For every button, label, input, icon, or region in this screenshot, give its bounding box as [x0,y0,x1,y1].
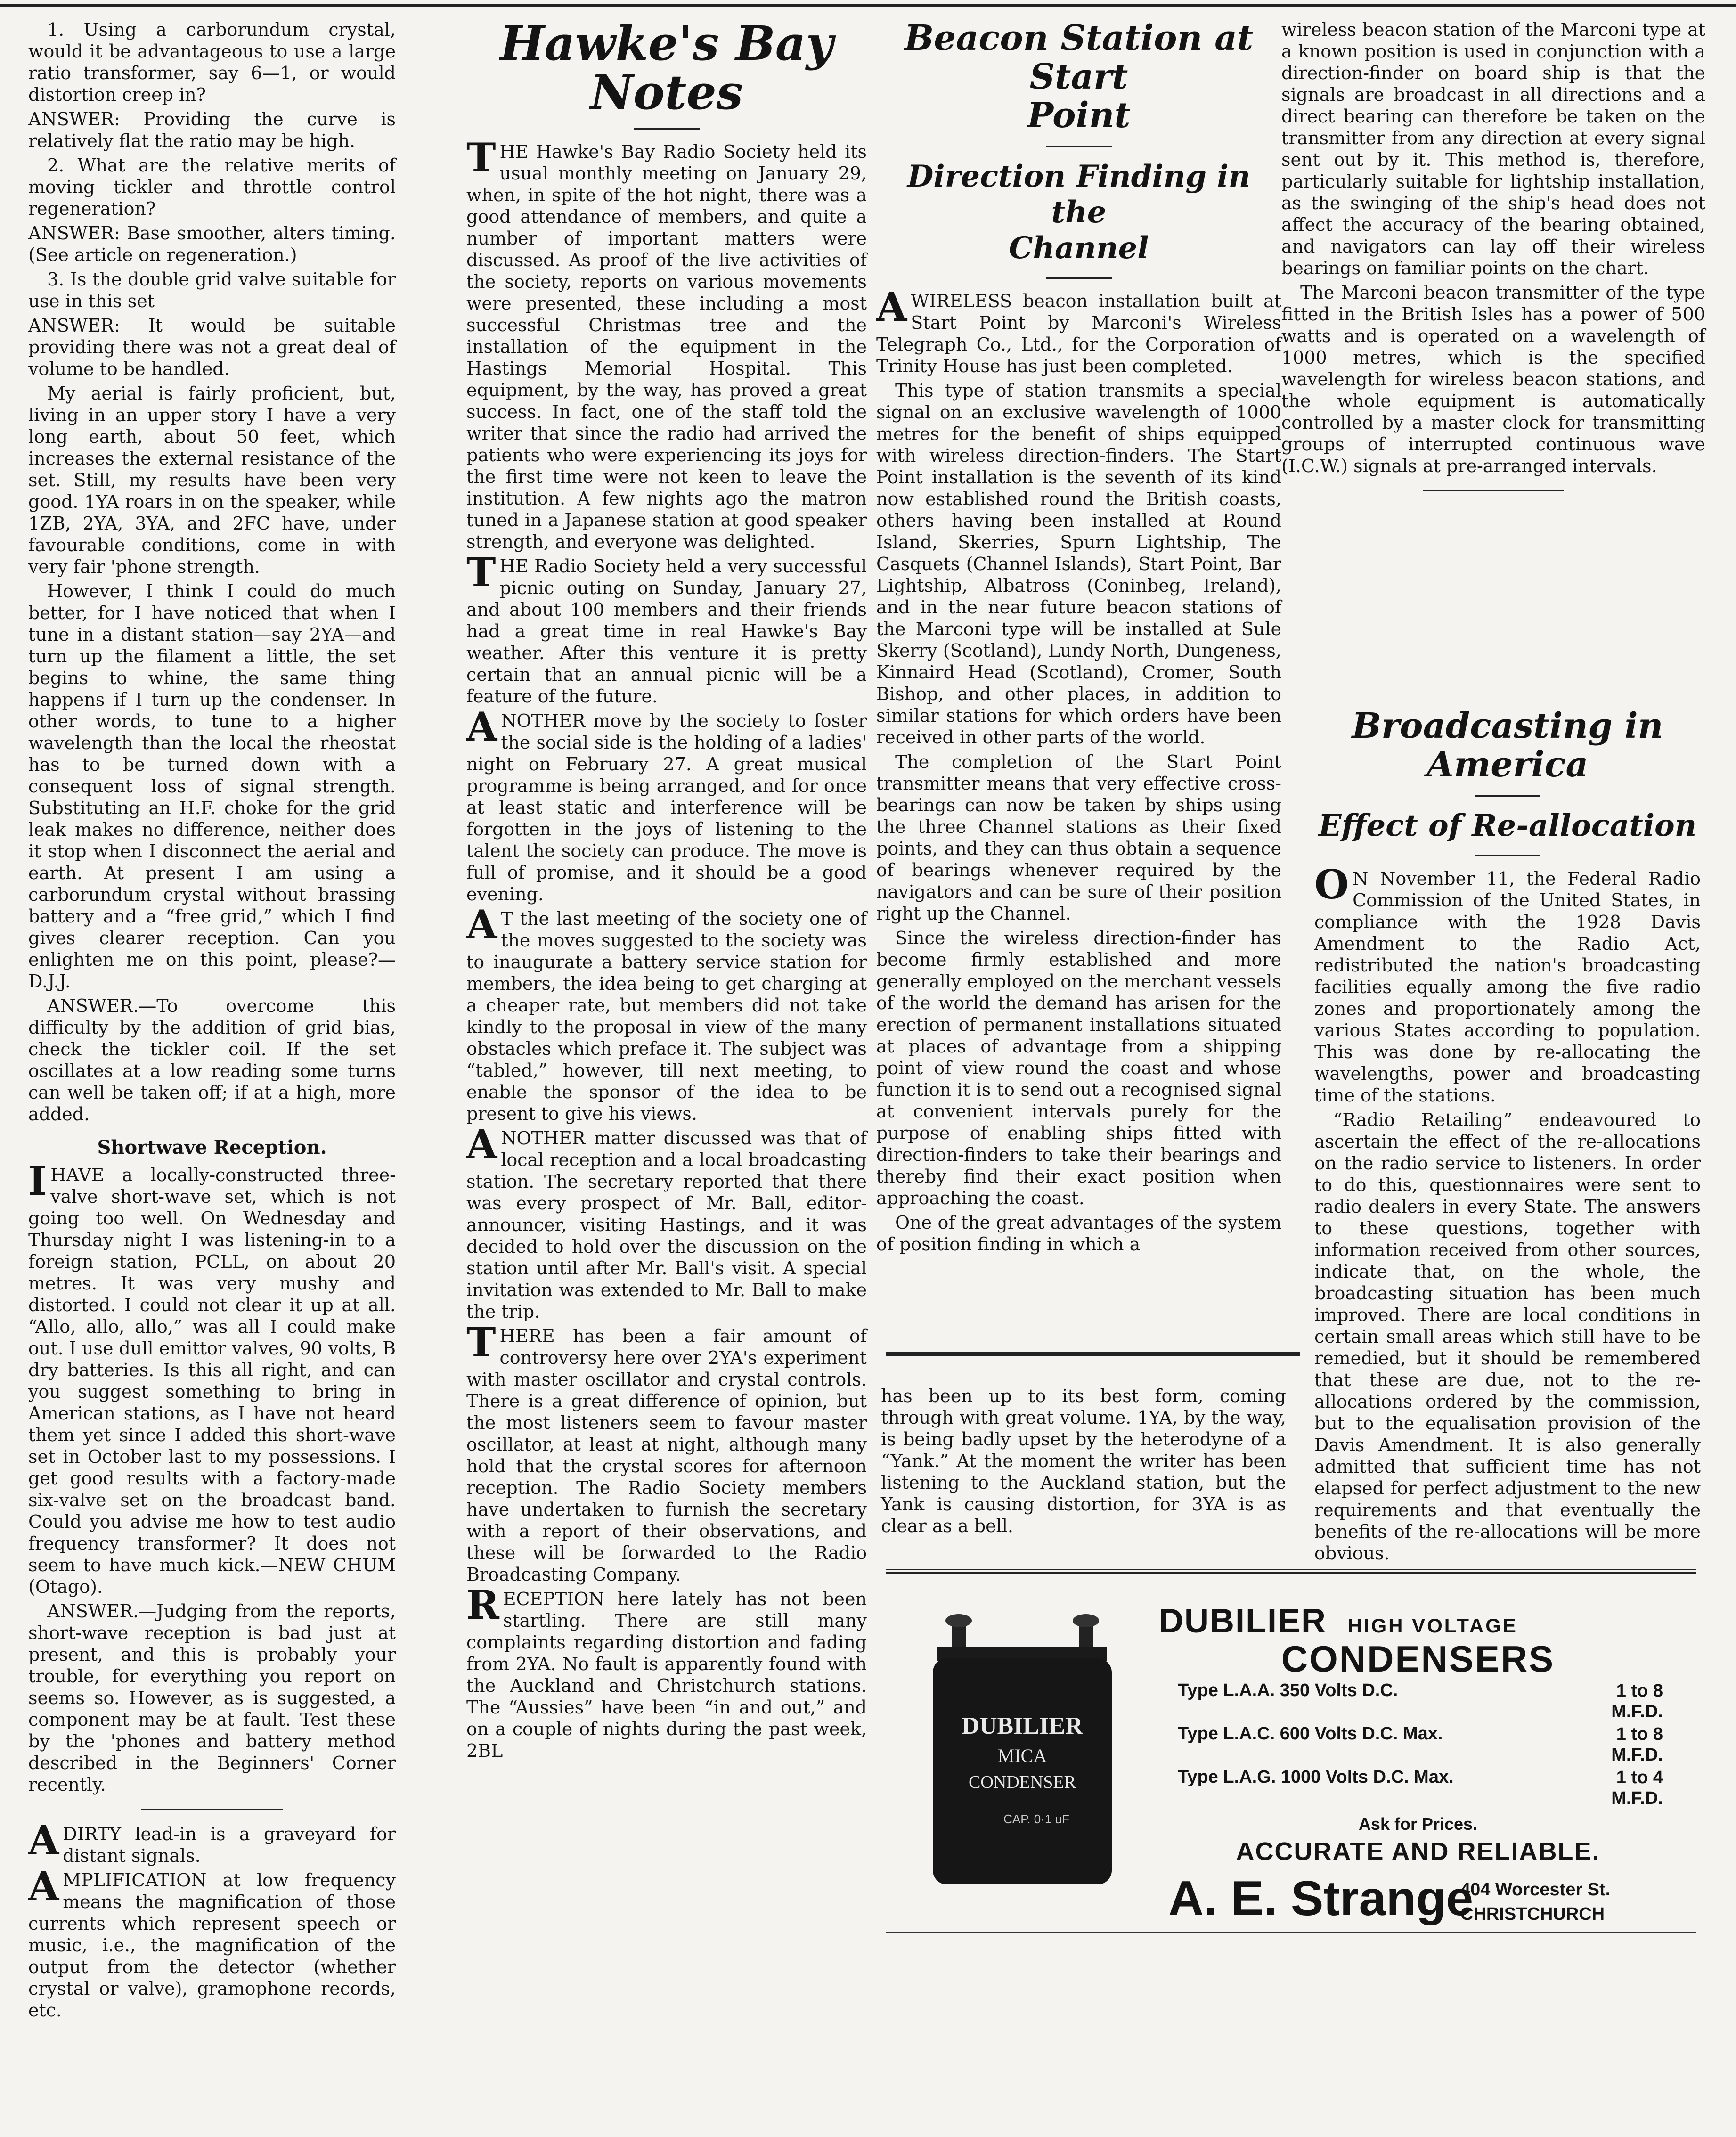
qa-question-1: 1. Using a carborundum crystal, would it be advantageous to use a large ratio transformer, say 6—1, or would distortion creep in? [28,19,396,105]
hawkes-para-5: ANOTHER matter discussed was that of local reception and a local broadcasting station. The secretary reported that there was every prospect of Mr. Ball, editor-announcer, visiting Hastings, and it was decided to hold over the discussion on the station until after Mr. Ball's visit. A special invitation was extended to Mr. Ball to make the trip. [466,1121,867,1322]
ad-brand: DUBILIER [1159,1602,1327,1640]
subtitle-rule [1046,277,1112,279]
subtitle-rule [1475,855,1540,856]
column-beacon [876,19,1281,1258]
product-label-cap: CAP. 0·1 uF [1003,1812,1069,1826]
column-qa [28,19,396,2024]
condenser-illustration [923,1602,1121,1894]
qa-question-3: 3. Is the double grid valve suitable for use in this set [28,269,396,311]
hawkes-bay-title-2: Notes [590,65,743,120]
top-border-rule [0,4,1736,7]
beacon-title-2: Point [1027,95,1131,136]
ad-type-row [1159,1767,1677,1811]
hawkes-para-3: ANOTHER move by the society to foster the social side is the holding of a ladies' night on February 27. A great musical programme is being arranged, and for once at least static and interference will be forgotten in the joys of listening to the talent the society can produce. The move is full of promise, and it should be a good evening. [466,703,867,905]
hawkes-bay-title-1: Hawke's Bay [500,16,833,71]
ad-condensers: CONDENSERS [1281,1638,1555,1680]
beacon-title-1: Beacon Station at Start [904,18,1254,97]
qa-answer-2: ANSWER: Base smoother, alters timing. (See article on regeneration.) [28,223,396,265]
beacon-cont-para-2: The Marconi beacon transmitter of the type fitted in the British Isles has a power of 500 watts and is operated on a wavelength of 1000 metres, which is the specified wavelength for wireless beacon stations, and the whole equipment is automatically controlled by a master clock for transmitting groups of interrupted continuous wave (I.C.W.) signals at pre-arranged intervals. [1281,282,1705,476]
ad-high-voltage: HIGH VOLTAGE [1347,1615,1518,1637]
ad-type-label: Type L.A.C. 600 Volts D.C. Max. [1178,1724,1443,1744]
product-label-brand: DUBILIER [962,1713,1083,1739]
qa-answer-3: ANSWER: It would be suitable providing there was not a great deal of volume to be handled. [28,315,396,379]
hawkes-para-1: THE Hawke's Bay Radio Society held its usual monthly meeting on January 29, when, in spite of the hot night, there was a good attendance of members, and quite a number of important matters were discussed. As proof of the live activities of the society, reports on various movements were presented, these including a most successful Christmas tree and the installation of the equipment in the Hastings Memorial Hospital. This equipment, by the way, has proved a great success. In fact, one of the staff told the writer that since the radio had arrived the patients who were experiencing its joys for the first time were not keen to leave the institution. A few nights ago the matron tuned in a Japanese station at good speaker strength, and everyone was delighted. [466,134,867,552]
qa-answer-1: ANSWER: Providing the curve is relatively flat the ratio may be high. [28,109,396,151]
beacon-para-5: One of the great advantages of the system of position finding in which a [876,1212,1281,1255]
hawkes-para-4: AT the last meeting of the society one of the moves suggested to the society was to inaugurate a battery service station for members, the idea being to get charging at a cheaper rate, but members did not take kindly to the proposal in view of the many obstacles which preface it. The subject was “tabled,” however, till next meeting, to enable the sponsor of the idea to be present to give his views. [466,901,867,1124]
beacon-para-4: Since the wireless direction-finder has become firmly established and more generally employed on the merchant vessels of the world the demand has arisen for the erection of permanent installations situated at places of advantage from a shipping point of view round the coast and whose function it is to send out a recognised signal at convenient intervals purely for the purpose of enabling ships fitted with direction-finders to take their bearings and thereby find their exact position when approaching the coast. [876,928,1281,1208]
hawkes-bay-continued [881,1385,1286,1540]
hawkes-para-2: THE Radio Society held a very successful picnic outing on Sunday, January 27, and about 100 members and their friends had a great time in real Hawke's Bay weather. After this venture it is pretty certain that an annual picnic will be a feature of the future. [466,549,867,707]
filler-dirty-leadin: ADIRTY lead-in is a graveyard for distant signals. [28,1817,396,1866]
ad-type-label: Type L.A.A. 350 Volts D.C. [1178,1680,1398,1700]
filler-amplification: AMPLIFICATION at low frequency means the magnification of those currents which represent speech or music, i.e., the magnification of the output from the detector (whether crystal or valve), gramophone records, etc. [28,1863,396,2021]
ad-type-range: 1 to 4 M.F.D. [1611,1768,1663,1808]
advert-top-rule [886,1569,1696,1574]
ad-ask-prices: Ask for Prices. [1358,1814,1478,1834]
shortwave-heading: Shortwave Reception. [97,1136,327,1158]
beacon-para-2: This type of station transmits a special signal on an exclusive wavelength of 1000 metres for the benefit of ships equipped with wireless direction-finders. The Start Point installation is the seventh of its kind now established round the British coasts, others having been installed at Round Island, Skerries, Spurn Lightship, The Casquets (Channel Islands), Start Point, Bar Lightship, Albatross (Coninbeg, Ireland), and in the near future beacon stations of the Marconi type will be installed at Sule Skerry (Scotland), Lundy North, Dungeness, Kinnaird Head (Scotland), Cromer, South Bishop, and other places, in addition to similar stations for which orders have been received in other parts of the world. [876,380,1281,748]
product-label-condenser: CONDENSER [968,1772,1076,1792]
shortwave-answer: ANSWER.—Judging from the reports, short-wave reception is bad just at present, and this is probably your trouble, for everything you report on seems so. However, as is suggested, a component may be at fault. Test these by the 'phones and battery method described in the Beginners' Corner recently. [28,1601,396,1795]
reader-letter-p1: My aerial is fairly proficient, but, living in an upper story I have a very long earth, about 50 feet, which increases the external resistance of the set. Still, my results have been very good. 1YA roars in on the speaker, while 1ZB, 2YA, 3YA, and 2FC have, under favourable conditions, come in with very fair 'phone strength. [28,383,396,577]
ad-type-row [1159,1724,1677,1767]
column-beacon-cont [1281,19,1705,505]
dubilier-advertisement [886,1583,1696,1926]
ad-signature [1159,1871,1677,1932]
hawkes-para-6: THERE has been a fair amount of controversy here over 2YA's experiment with master oscillator and crystal controls. There is a great difference of opinion, but the most listeners seem to favour master oscillator, at least at night, although many hold that the crystal scores for afternoon reception. The Radio Society members have undertaken to furnish the secretary with a report of their observations, and these will be forwarded to the Radio Broadcasting Company. [466,1319,867,1585]
beacon-para-1: AWIRELESS beacon installation built at Start Point by Marconi's Wireless Telegraph Co., Ltd., for the Corporation of Trinity House has just been completed. [876,284,1281,376]
america-title-2: America [1426,744,1589,785]
product-label-mica: MICA [997,1745,1047,1766]
beacon-subtitle-1: Direction Finding in the [907,159,1251,230]
america-subtitle: Effect of Re-allocation [1318,808,1697,843]
ad-type-range: 1 to 8 M.F.D. [1611,1681,1663,1721]
hawkes-continued-text: has been up to its best form, coming through with great volume. 1YA, by the way, is being badly upset by the heterodyne of a “Yank.” At the moment the writer has been listening to the Auckland station, but the Yank is causing distortion, for 3YA is as clear as a bell. [881,1386,1286,1536]
section-rule [141,1809,283,1810]
shortwave-letter: IHAVE a locally-constructed three-valve short-wave set, which is not going too well. On Wednesday and Thursday night I was listening-in to a foreign station, PCLL, on about 20 metres. It was very mushy and distorted. I could not clear it up at all. “Allo, allo, allo,” was all I could make out. I use dull emittor valves, 90 volts, B dry batteries. Is this all right, and can you suggest something to bring in American stations, as I have not heard them yet since I added this short-wave set in October last to my possessions. I get good results with a factory-made six-valve set on the broadcast band. Could you advise me how to test audio frequency transformer? It does not seem to have much kick.—NEW CHUM (Otago). [28,1158,396,1597]
qa-question-2: 2. What are the relative merits of moving tickler and throttle control regeneration? [28,155,396,219]
america-para-1: ON November 11, the Federal Radio Commission of the United States, in compliance with the 1928 Davis Amendment to the Radio Act, redistributed the nation's broadcasting facilities equally among the five radio zones and proportionately among the various States according to population. This was done by re-allocating the wavelengths, power and broadcasting time of the stations. [1314,861,1701,1106]
advert-bottom-rule [886,1932,1696,1933]
america-para-2: “Radio Retailing” endeavoured to ascertain the effect of the re-allocations on the radio service to listeners. In order to do this, questionnaires were sent to radio dealers in every State. The answers to these questions, together with information received from other sources, indicate that, on the whole, the broadcasting situation has been much improved. There are local conditions in certain small areas which still have to be remedied, but it should be remembered that these are due, not to the re-allocations ordered by the commission, but to the equalisation provision of the Davis Amendment. It is also generally admitted that sufficient time has not elapsed for perfect adjustment to the new requirements and that eventually the benefits of the re-allocations will be more obvious. [1314,1109,1701,1564]
title-rule [1475,795,1540,797]
ad-type-row [1159,1680,1677,1724]
beacon-cont-para-1: wireless beacon station of the Marconi type at a known position is used in conjunction with a direction-finder on board ship is that the signals are broadcast in all directions and a direct bearing can therefore be taken on the transmitter from any direction at every signal sent out by it. This method is, therefore, particularly suitable for lightship installation, as the swinging of the ship's head does not affect the accuracy of the bearing obtained, and navigators can lay off their wireless bearings on familiar points on the chart. [1281,19,1705,278]
column-hawkes-bay [466,16,867,1764]
qa-answer-4: ANSWER.—To overcome this difficulty by the addition of grid bias, check the tickler coil. If the set oscillates at a low reading some turns can well be taken off; if at a high, more added. [28,995,396,1125]
reader-letter-p2: However, I think I could do much better, for I have noticed that when I tune in a distant station—say 2YA—and turn up the filament a little, the set begins to whine, the same thing happens if I turn up the condenser. In other words, to tune to a higher wavelength than the local the rheostat has to be turned down with a consequent loss of signal strength. Substituting an H.F. choke for the grid leak makes no difference, neither does it stop when I disconnect the aerial and earth. At present I am using a carborundum crystal without brassing battery and a “free grid,” which I find gives clearer reception. Can you enlighten me on this point, please?—D.J.J. [28,581,396,992]
advert-text-block [1159,1602,1677,1932]
ad-firm-name: A. E. Strange [1168,1871,1474,1926]
beacon-subtitle-2: Channel [1009,230,1149,266]
beacon-para-3: The completion of the Start Point transmitter means that very effective cross-bearings can now be taken by ships using the three Channel stations as their fixed points, and they can thus obtain a sequence of bearings whenever required by the navigators and can be sure of their position right up the Channel. [876,751,1281,924]
hawkes-para-7: RECEPTION here lately has not been startling. There are still many complaints regarding distortion and fading from 2YA. No fault is apparently found with the Auckland and Christchurch stations. The “Aussies” have been “in and out,” and on a couple of nights during the past week, 2BL [466,1582,867,1761]
title-rule [634,128,700,130]
column-broadcasting-america [1314,707,1701,1567]
section-rule [1423,490,1564,491]
ad-address-street: 404 Worcester St. [1460,1880,1611,1900]
ad-address-city: CHRISTCHURCH [1460,1904,1605,1924]
ad-type-range: 1 to 8 M.F.D. [1611,1724,1663,1765]
title-rule [1046,146,1112,147]
ad-type-label: Type L.A.G. 1000 Volts D.C. Max. [1178,1767,1454,1787]
ad-accurate: ACCURATE AND RELIABLE. [1236,1837,1600,1866]
ad-address [1460,1877,1610,1926]
column-divider-rule [886,1352,1300,1356]
america-title-1: Broadcasting in [1352,706,1663,746]
